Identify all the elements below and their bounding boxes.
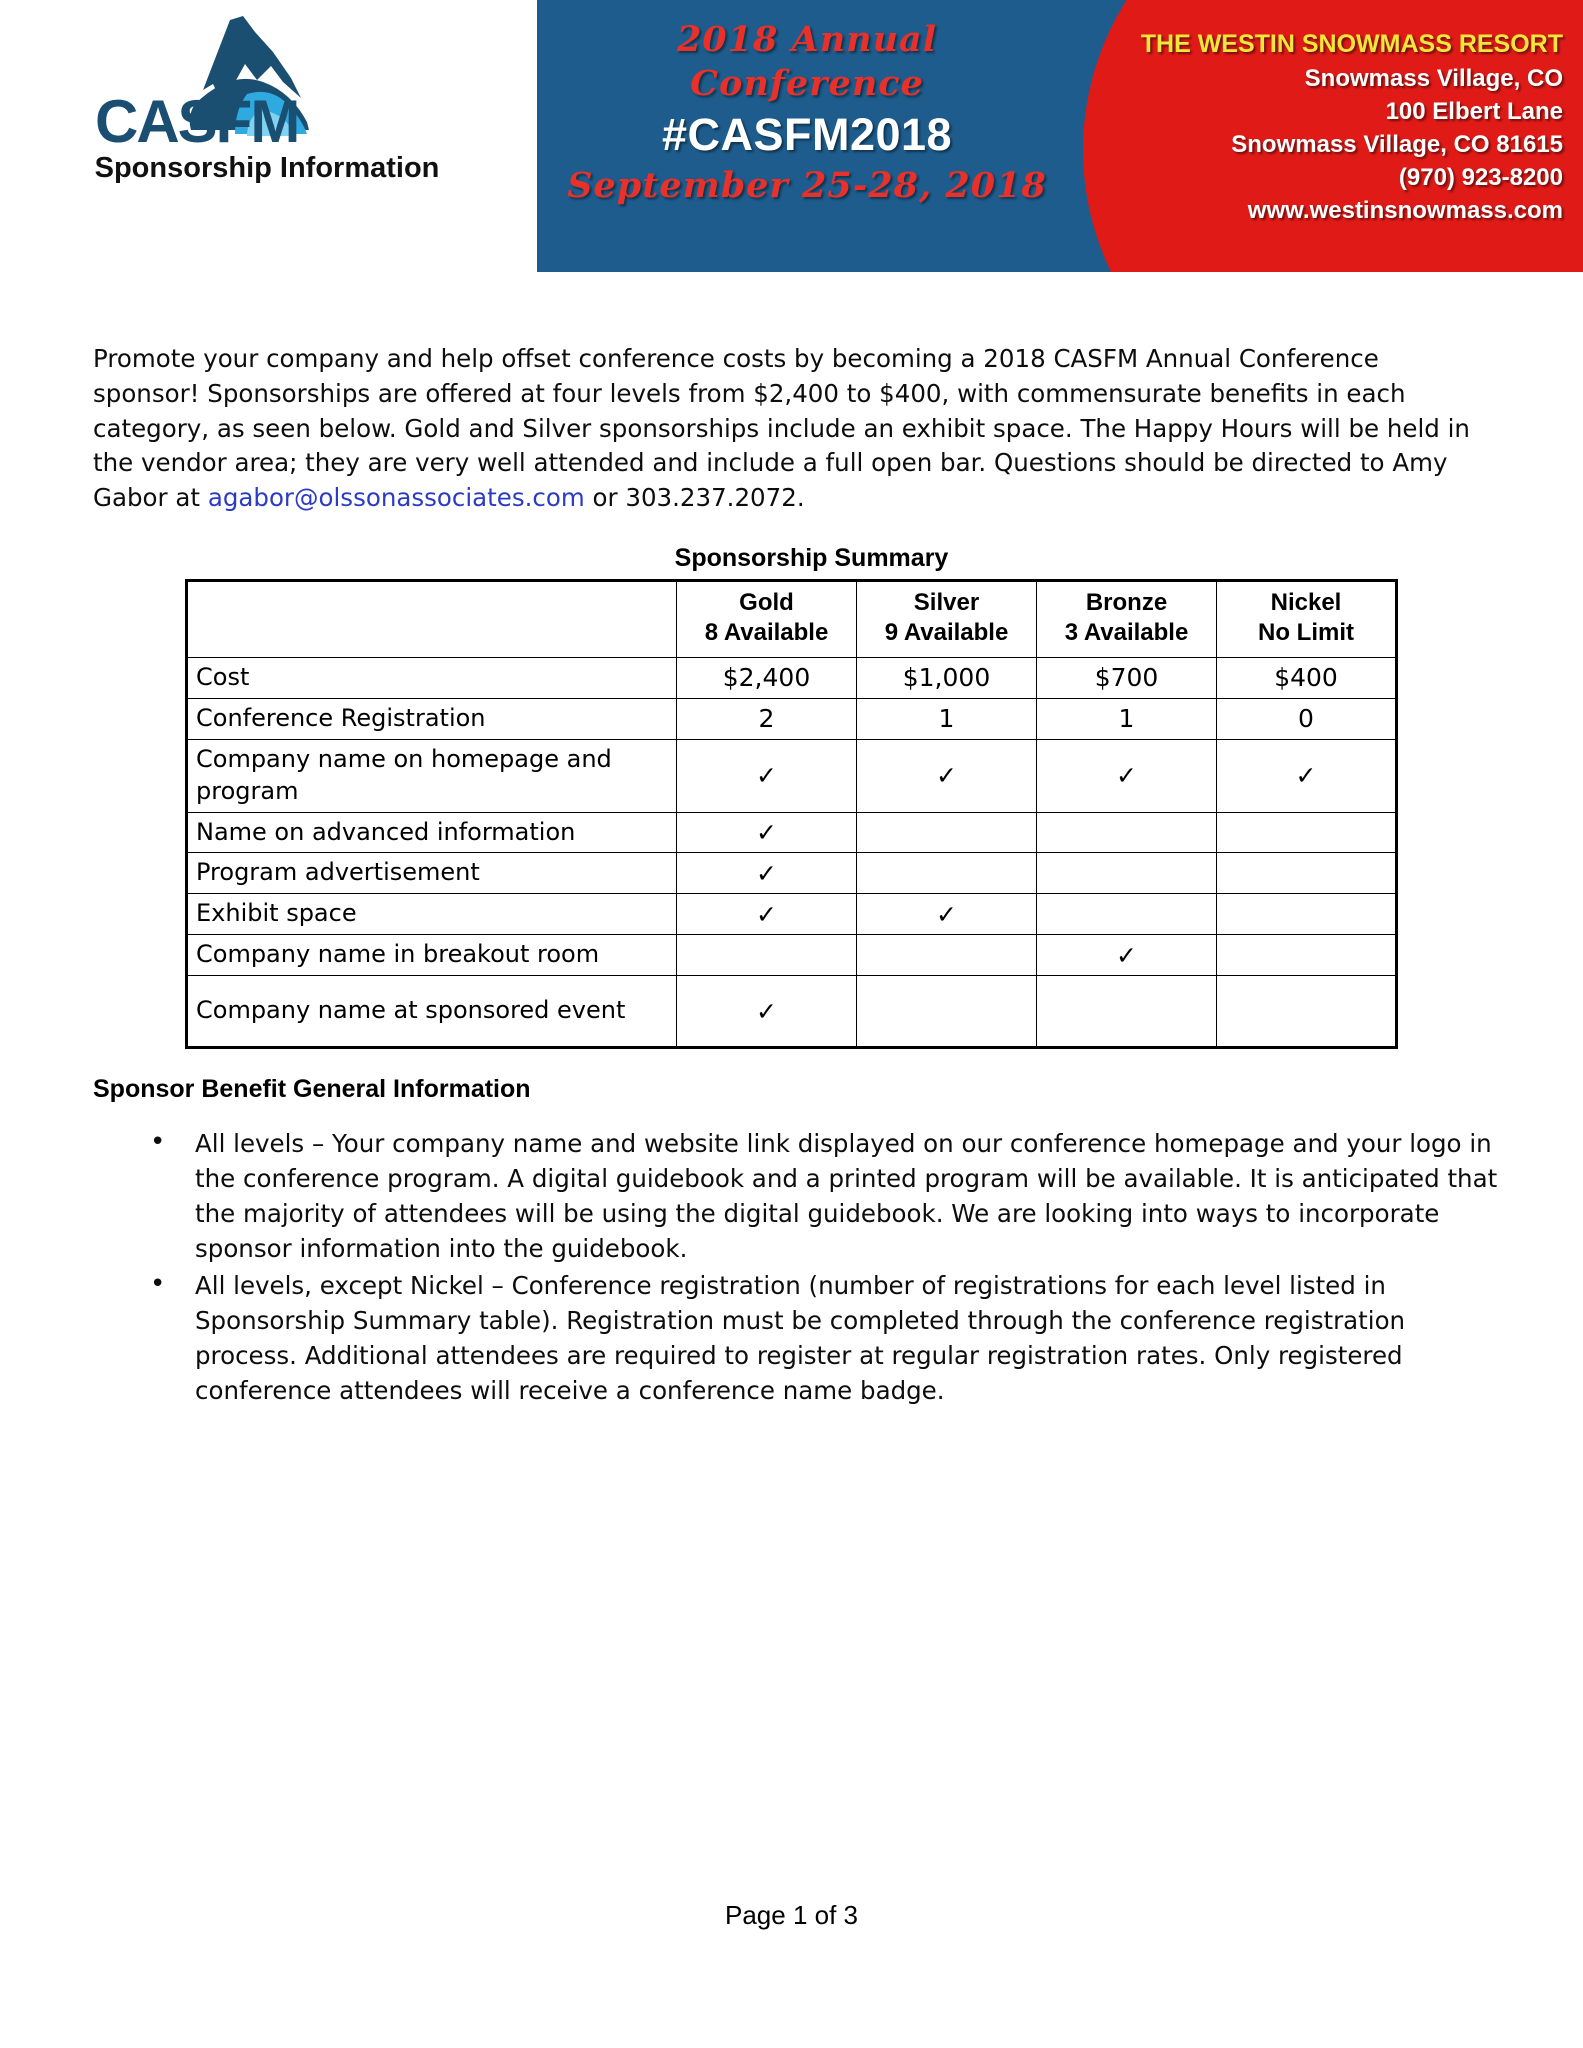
table-row: [187, 812, 1397, 853]
column-header-silver: [857, 580, 1037, 657]
table-row: [187, 853, 1397, 894]
row-label: Program advertisement: [187, 853, 677, 894]
sponsorship-summary-table: [185, 579, 1398, 1049]
row-label: Cost: [187, 657, 677, 698]
tier-availability-gold: 8 Available: [704, 618, 829, 646]
cell-gold: 2: [677, 698, 857, 739]
benefits-heading: Sponsor Benefit General Information: [93, 1075, 531, 1104]
cell-silver: [857, 812, 1037, 853]
cell-gold: $2,400: [677, 657, 857, 698]
cell-bronze: [1037, 894, 1217, 935]
venue-website: www.westinsnowmass.com: [1247, 197, 1563, 225]
venue-line-1: 100 Elbert Lane: [1385, 97, 1563, 125]
list-item: [150, 1126, 1503, 1266]
cell-bronze: ✓: [1037, 935, 1217, 976]
venue-name: THE WESTIN SNOWMASS RESORT: [1140, 30, 1563, 58]
logo-wordmark: CASFM: [95, 88, 299, 155]
cell-gold: ✓: [677, 853, 857, 894]
cell-gold: ✓: [677, 894, 857, 935]
column-header-bronze: [1037, 580, 1217, 657]
cell-nickel: ✓: [1217, 739, 1397, 812]
benefits-list: [150, 1126, 1503, 1408]
tier-name-bronze: Bronze: [1085, 588, 1168, 616]
table-row: [187, 657, 1397, 698]
page-footer: Page 1 of 3: [725, 1900, 858, 1930]
logo-subtitle: Sponsorship Information: [94, 152, 440, 184]
cell-nickel: [1217, 853, 1397, 894]
tier-availability-silver: 9 Available: [884, 618, 1009, 646]
column-header-nickel: [1217, 580, 1397, 657]
intro-text-after-email: or 303.237.2072.: [584, 483, 805, 513]
list-item-text: All levels, except Nickel – Conference registration (number of registrations for each level listed in Sponsorship Summary table). Registration must be completed through the conference registration process. Additional attendees are required to register at regular registration rates. Only registered conference attendees will receive a conference name badge.: [195, 1271, 1406, 1406]
sponsor-contact-email-link[interactable]: agabor@olssonassociates.com: [207, 483, 585, 513]
row-label: Company name in breakout room: [187, 935, 677, 976]
row-label: Company name at sponsored event: [187, 976, 677, 1048]
cell-nickel: [1217, 976, 1397, 1048]
row-label: Conference Registration: [187, 698, 677, 739]
conference-hashtag: #CASFM2018: [661, 108, 953, 160]
conference-name: 2018 Annual Conference: [676, 19, 938, 104]
table-row: [187, 935, 1397, 976]
table-title: Sponsorship Summary: [674, 543, 949, 572]
tier-name-silver: Silver: [913, 588, 980, 616]
table-header-row: [187, 580, 1397, 657]
cell-bronze: $700: [1037, 657, 1217, 698]
venue-line-2: Snowmass Village, CO 81615: [1231, 130, 1563, 158]
cell-silver: [857, 976, 1037, 1048]
cell-bronze: [1037, 812, 1217, 853]
venue-phone: (970) 923-8200: [1398, 164, 1563, 192]
cell-gold: ✓: [677, 976, 857, 1048]
venue-line-0: Snowmass Village, CO: [1304, 64, 1563, 92]
conference-banner: [537, 0, 1583, 272]
conference-title-block: [557, 18, 1057, 208]
table-row: [187, 698, 1397, 739]
cell-silver: 1: [857, 698, 1037, 739]
tier-name-gold: Gold: [739, 588, 794, 616]
document-body: [0, 280, 1583, 1410]
table-row: [187, 976, 1397, 1048]
tier-availability-nickel: No Limit: [1258, 618, 1354, 646]
cell-nickel: [1217, 935, 1397, 976]
list-item-text: All levels – Your company name and website link displayed on our conference homepage and your logo in the conference program. A digital guidebook and a printed program will be available. It is anticipated that the majority of attendees will be using the digital guidebook. We are looking into ways to incorporate sponsor information into the guidebook.: [195, 1129, 1498, 1264]
table-row: [187, 894, 1397, 935]
tier-name-nickel: Nickel: [1270, 588, 1342, 616]
row-label: Name on advanced information: [187, 812, 677, 853]
page-header: [0, 0, 1583, 280]
venue-info-block: [1093, 28, 1563, 227]
cell-bronze: 1: [1037, 698, 1217, 739]
column-header-blank: [187, 580, 677, 657]
bullet-icon: •: [150, 1269, 166, 1300]
table-row: [187, 739, 1397, 812]
tier-availability-bronze: 3 Available: [1064, 618, 1189, 646]
bullet-icon: •: [150, 1127, 166, 1158]
cell-nickel: 0: [1217, 698, 1397, 739]
intro-text-before-email: Promote your company and help offset conference costs by becoming a 2018 CASFM Annual Conference sponsor! Sponsorships are offered at four levels from $2,400 to $400, with commensurate benefits in each category, as seen below. Gold and Silver sponsorships include an exhibit space. The Happy Hours will be held in the vendor area; they are very well attended and include a full open bar. Questions should be directed to Amy Gabor at: [93, 344, 1470, 513]
cell-silver: ✓: [857, 739, 1037, 812]
row-label: Exhibit space: [187, 894, 677, 935]
cell-gold: ✓: [677, 812, 857, 853]
cell-bronze: [1037, 853, 1217, 894]
list-item: [150, 1268, 1503, 1408]
row-label: Company name on homepage and program: [187, 739, 677, 812]
cell-silver: [857, 935, 1037, 976]
cell-silver: $1,000: [857, 657, 1037, 698]
cell-bronze: ✓: [1037, 739, 1217, 812]
cell-nickel: $400: [1217, 657, 1397, 698]
cell-gold: [677, 935, 857, 976]
cell-nickel: [1217, 894, 1397, 935]
cell-nickel: [1217, 812, 1397, 853]
cell-silver: [857, 853, 1037, 894]
cell-silver: ✓: [857, 894, 1037, 935]
cell-gold: ✓: [677, 739, 857, 812]
column-header-gold: [677, 580, 857, 657]
conference-dates: September 25-28, 2018: [567, 165, 1047, 206]
intro-paragraph: [93, 342, 1483, 516]
casfm-logo-block: [0, 0, 537, 275]
cell-bronze: [1037, 976, 1217, 1048]
